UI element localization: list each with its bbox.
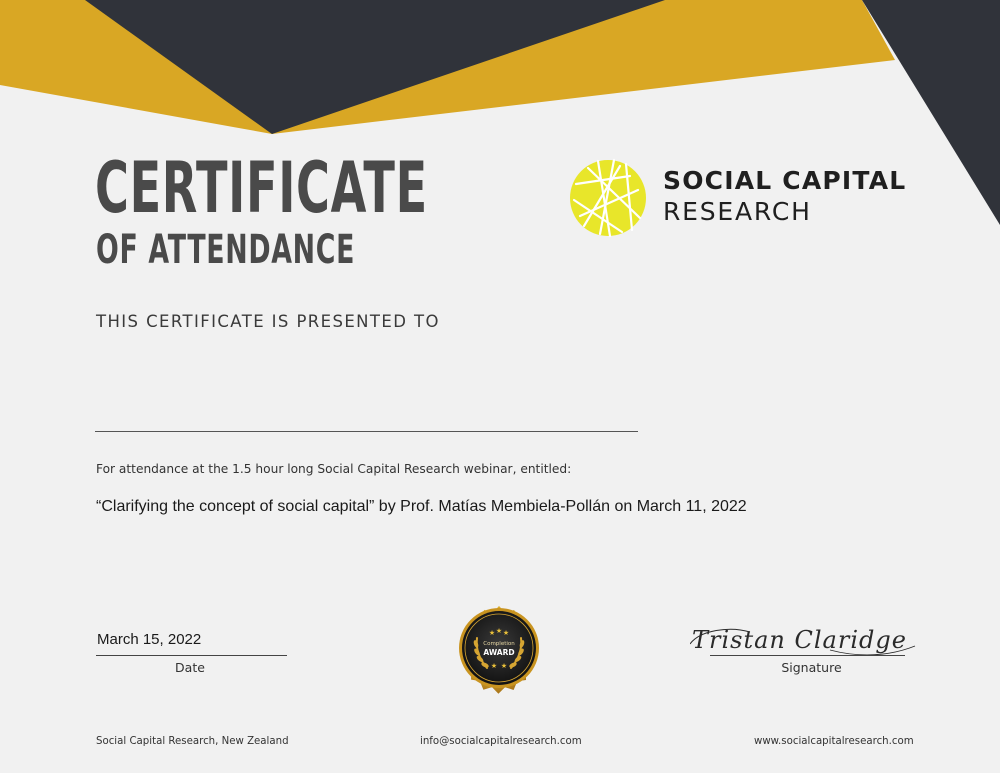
social-capital-research-logo-icon xyxy=(570,156,648,240)
badge-main-text: AWARD xyxy=(483,648,515,657)
presented-to-label: THIS CERTIFICATE IS PRESENTED TO xyxy=(96,312,440,331)
footer-location: Social Capital Research, New Zealand xyxy=(96,736,289,747)
completion-award-seal-icon xyxy=(449,598,549,698)
svg-text:★: ★ xyxy=(488,629,496,637)
footer-website: www.socialcapitalresearch.com xyxy=(754,736,914,747)
date-line xyxy=(96,655,287,656)
footer-email: info@socialcapitalresearch.com xyxy=(420,736,582,747)
badge-top-text: Completion xyxy=(483,641,515,647)
attendance-description: For attendance at the 1.5 hour long Social Capital Research webinar, entitled: xyxy=(96,462,572,476)
signature-label: Signature xyxy=(781,660,842,675)
svg-text:★: ★ xyxy=(495,627,503,635)
handwritten-signature xyxy=(690,620,920,665)
organization-name: SOCIAL CAPITAL xyxy=(663,166,907,195)
certificate-subtitle: OF ATTENDANCE xyxy=(96,227,356,273)
webinar-title: “Clarifying the concept of social capital” by Prof. Matías Membiela-Pollán on March 11, 2022 xyxy=(96,498,747,515)
issue-date: March 15, 2022 xyxy=(97,631,202,648)
date-label: Date xyxy=(175,660,205,675)
organization-name-secondary: RESEARCH xyxy=(663,197,812,226)
svg-text:★: ★ xyxy=(500,662,508,670)
signature-line xyxy=(710,655,905,656)
svg-text:Tristan Claridge: Tristan Claridge xyxy=(692,626,907,654)
certificate-title: CERTIFICATE xyxy=(95,147,428,229)
svg-text:★: ★ xyxy=(490,662,498,670)
recipient-name-line xyxy=(95,431,638,432)
svg-text:★: ★ xyxy=(502,629,510,637)
